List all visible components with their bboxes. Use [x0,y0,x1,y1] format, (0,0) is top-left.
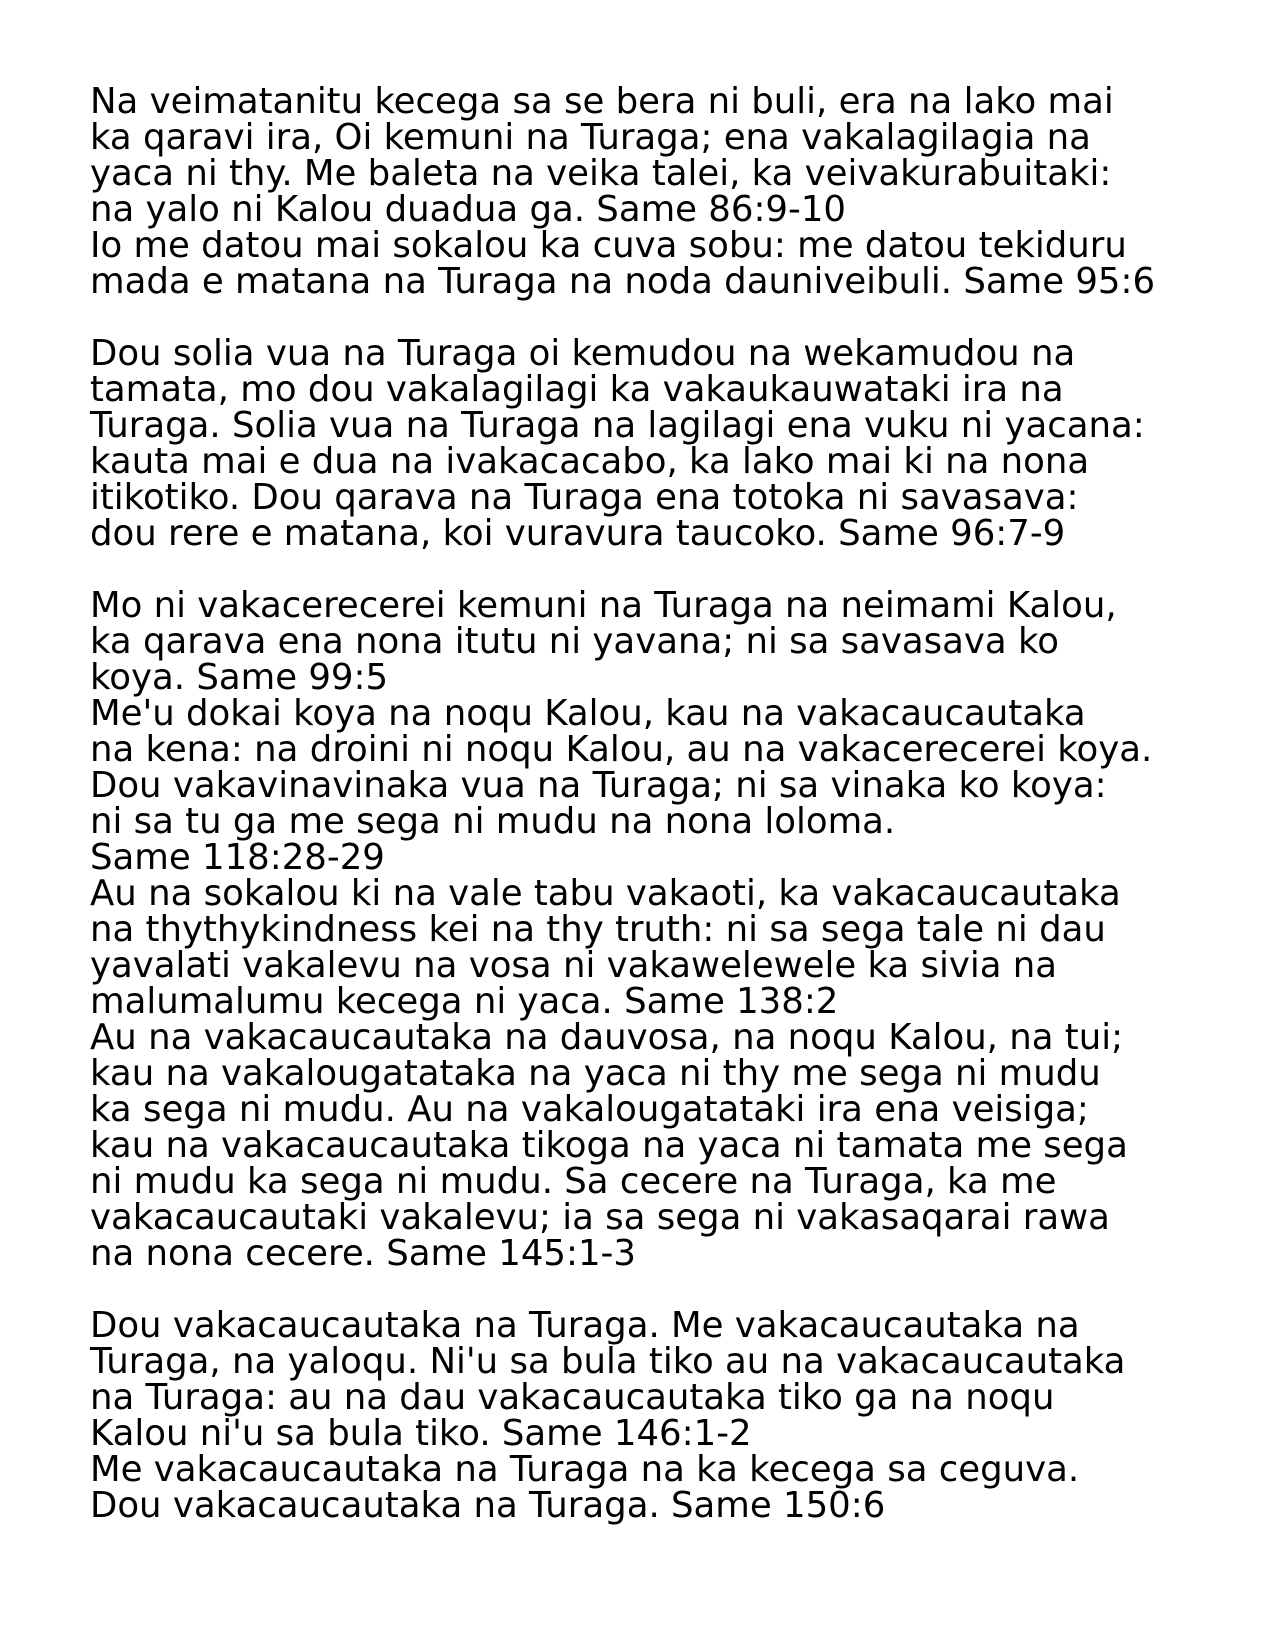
text-line: na Turaga: au na dau vakacaucautaka tiko ga na noqu [90,1377,1055,1418]
paragraph-gap [90,300,1260,336]
text-line: ka sega ni mudu. Au na vakalougatataki ira ena veisiga; [90,1089,1089,1130]
text-line: na kena: na droini ni noqu Kalou, au na vakacerecerei koya. [90,729,1153,770]
text-line: kau na vakacaucautaka tikoga na yaca ni tamata me sega [90,1125,1128,1166]
text-line: Me vakacaucautaka na Turaga na ka kecega sa ceguva. [90,1449,1080,1490]
text-line: dou rere e matana, koi vuravura taucoko. Same 96:7-9 [90,513,1066,554]
text-line: Dou vakacaucautaka na Turaga. Same 150:6 [90,1485,886,1526]
text-line: Dou vakacaucautaka na Turaga. Me vakacaucautaka na [90,1305,1080,1346]
text-line: malumalumu kecega ni yaca. Same 138:2 [90,981,839,1022]
text-line: Turaga. Solia vua na Turaga na lagilagi ena vuku ni yacana: [90,405,1145,446]
text-line: Mo ni vakacerecerei kemuni na Turaga na neimami Kalou, [90,585,1117,626]
text-line: Dou vakavinavinaka vua na Turaga; ni sa vinaka ko koya: [90,765,1107,806]
text-line: Au na vakacaucautaka na dauvosa, na noqu Kalou, na tui; [90,1017,1124,1058]
text-line: tamata, mo dou vakalagilagi ka vakaukauwataki ira na [90,369,1064,410]
text-line: itikotiko. Dou qarava na Turaga ena totoka ni savasava: [90,477,1079,518]
text-line: yaca ni thy. Me baleta na veika talei, ka veivakurabuitaki: [90,153,1112,194]
text-line: ka qarava ena nona itutu ni yavana; ni sa savasava ko [90,621,1059,662]
text-line: Dou solia vua na Turaga oi kemudou na wekamudou na [90,333,1076,374]
document-body [90,81,1260,1526]
text-line: ni sa tu ga me sega ni mudu na nona loloma. [90,801,896,842]
text-line: Same 118:28-29 [90,837,385,878]
text-line: Turaga, na yaloqu. Ni'u sa bula tiko au na vakacaucautaka [90,1341,1126,1382]
text-line: Na veimatanitu kecega sa se bera ni buli, era na lako mai [90,81,1114,122]
text-line: mada e matana na Turaga na noda dauniveibuli. Same 95:6 [90,261,1156,302]
text-line: Au na sokalou ki na vale tabu vakaoti, ka vakacaucautaka [90,873,1121,914]
text-line: Kalou ni'u sa bula tiko. Same 146:1-2 [90,1413,752,1454]
text-line: yavalati vakalevu na vosa ni vakawelewele ka sivia na [90,945,1057,986]
paragraph-gap [90,552,1260,588]
text-line: kau na vakalougatataka na yaca ni thy me sega ni mudu [90,1053,1101,1094]
text-line: Me'u dokai koya na noqu Kalou, kau na vakacaucautaka [90,693,1086,734]
text-line: na nona cecere. Same 145:1-3 [90,1233,636,1274]
text-line: ni mudu ka sega ni mudu. Sa cecere na Turaga, ka me [90,1161,1057,1202]
paragraph-gap [90,1272,1260,1308]
text-line: kauta mai e dua na ivakacacabo, ka lako mai ki na nona [90,441,1090,482]
text-line: Io me datou mai sokalou ka cuva sobu: me datou tekiduru [90,225,1127,266]
text-line: na thythykindness kei na thy truth: ni sa sega tale ni dau [90,909,1106,950]
text-line: vakacaucautaki vakalevu; ia sa sega ni vakasaqarai rawa [90,1197,1110,1238]
text-line: ka qaravi ira, Oi kemuni na Turaga; ena vakalagilagia na [90,117,1091,158]
text-line: koya. Same 99:5 [90,657,389,698]
text-line: na yalo ni Kalou duadua ga. Same 86:9-10 [90,189,847,230]
